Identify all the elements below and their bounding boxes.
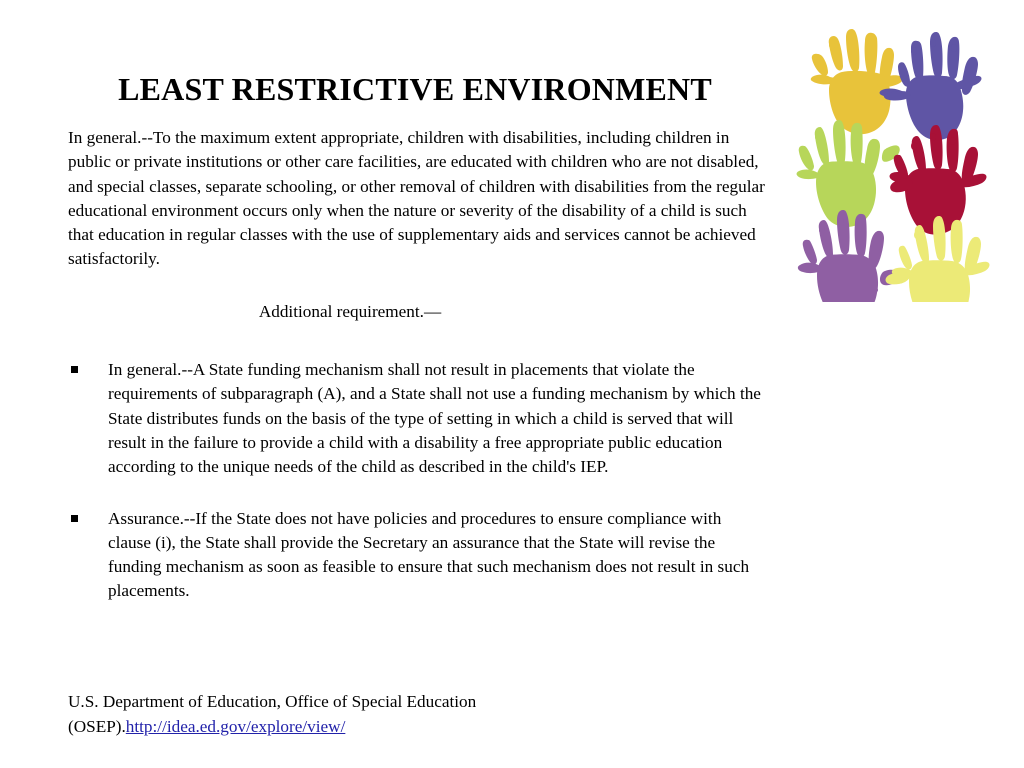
purple-handprint	[798, 210, 900, 302]
source-agency-line: U.S. Department of Education, Office of Special Education	[68, 692, 477, 711]
page-title: LEAST RESTRICTIVE ENVIRONMENT	[118, 71, 712, 108]
yellow-green-handprint	[797, 120, 900, 227]
intro-paragraph: In general.--To the maximum extent appropriate, children with disabilities, including children in public or private institutions or other care facilities, are educated with children who are not disabled, and special classes, separate schooling, or other removal of children with disabilities from the regular educational environment occurs only when the nature or severity of the disability of a child is such that education in regular classes with the use of supplementary aids and services cannot be achieved satisfactorily.	[68, 128, 765, 269]
list-item-text: In general.--A State funding mechanism shall not result in placements that violate the requirements of subparagraph (A), and a State shall not use a funding mechanism by which the State distributes funds on the basis of the type of setting in which a child is served that will result in the failure to provide a child with a disability a free appropriate public education according to the unique needs of the child as described in the child's IEP.	[108, 360, 761, 477]
idea-website-link[interactable]: http://idea.ed.gov/explore/view/	[125, 717, 346, 736]
list-item-text: Assurance.--If the State does not have policies and procedures to ensure compliance with clause (i), the State shall provide the Secretary an assurance that the State will revise the funding mechanism as soon as feasible to ensure that such mechanism does not result in such placements.	[108, 508, 750, 601]
additional-requirement-subheading: Additional requirement.—	[258, 301, 442, 321]
slide-body	[68, 126, 768, 604]
pale-yellow-handprint	[886, 216, 990, 302]
handprints-graphic	[786, 24, 998, 302]
source-citation	[68, 689, 688, 739]
source-prefix: (OSEP).	[68, 717, 126, 736]
requirements-bullet-list	[68, 358, 768, 604]
purple-blue-handprint	[880, 32, 982, 140]
spacer	[68, 272, 768, 300]
spacer	[68, 324, 768, 358]
square-bullet-icon	[71, 515, 78, 522]
square-bullet-icon	[71, 366, 78, 373]
list-item	[68, 358, 768, 479]
list-item	[68, 507, 768, 604]
golden-yellow-handprint	[811, 29, 903, 134]
